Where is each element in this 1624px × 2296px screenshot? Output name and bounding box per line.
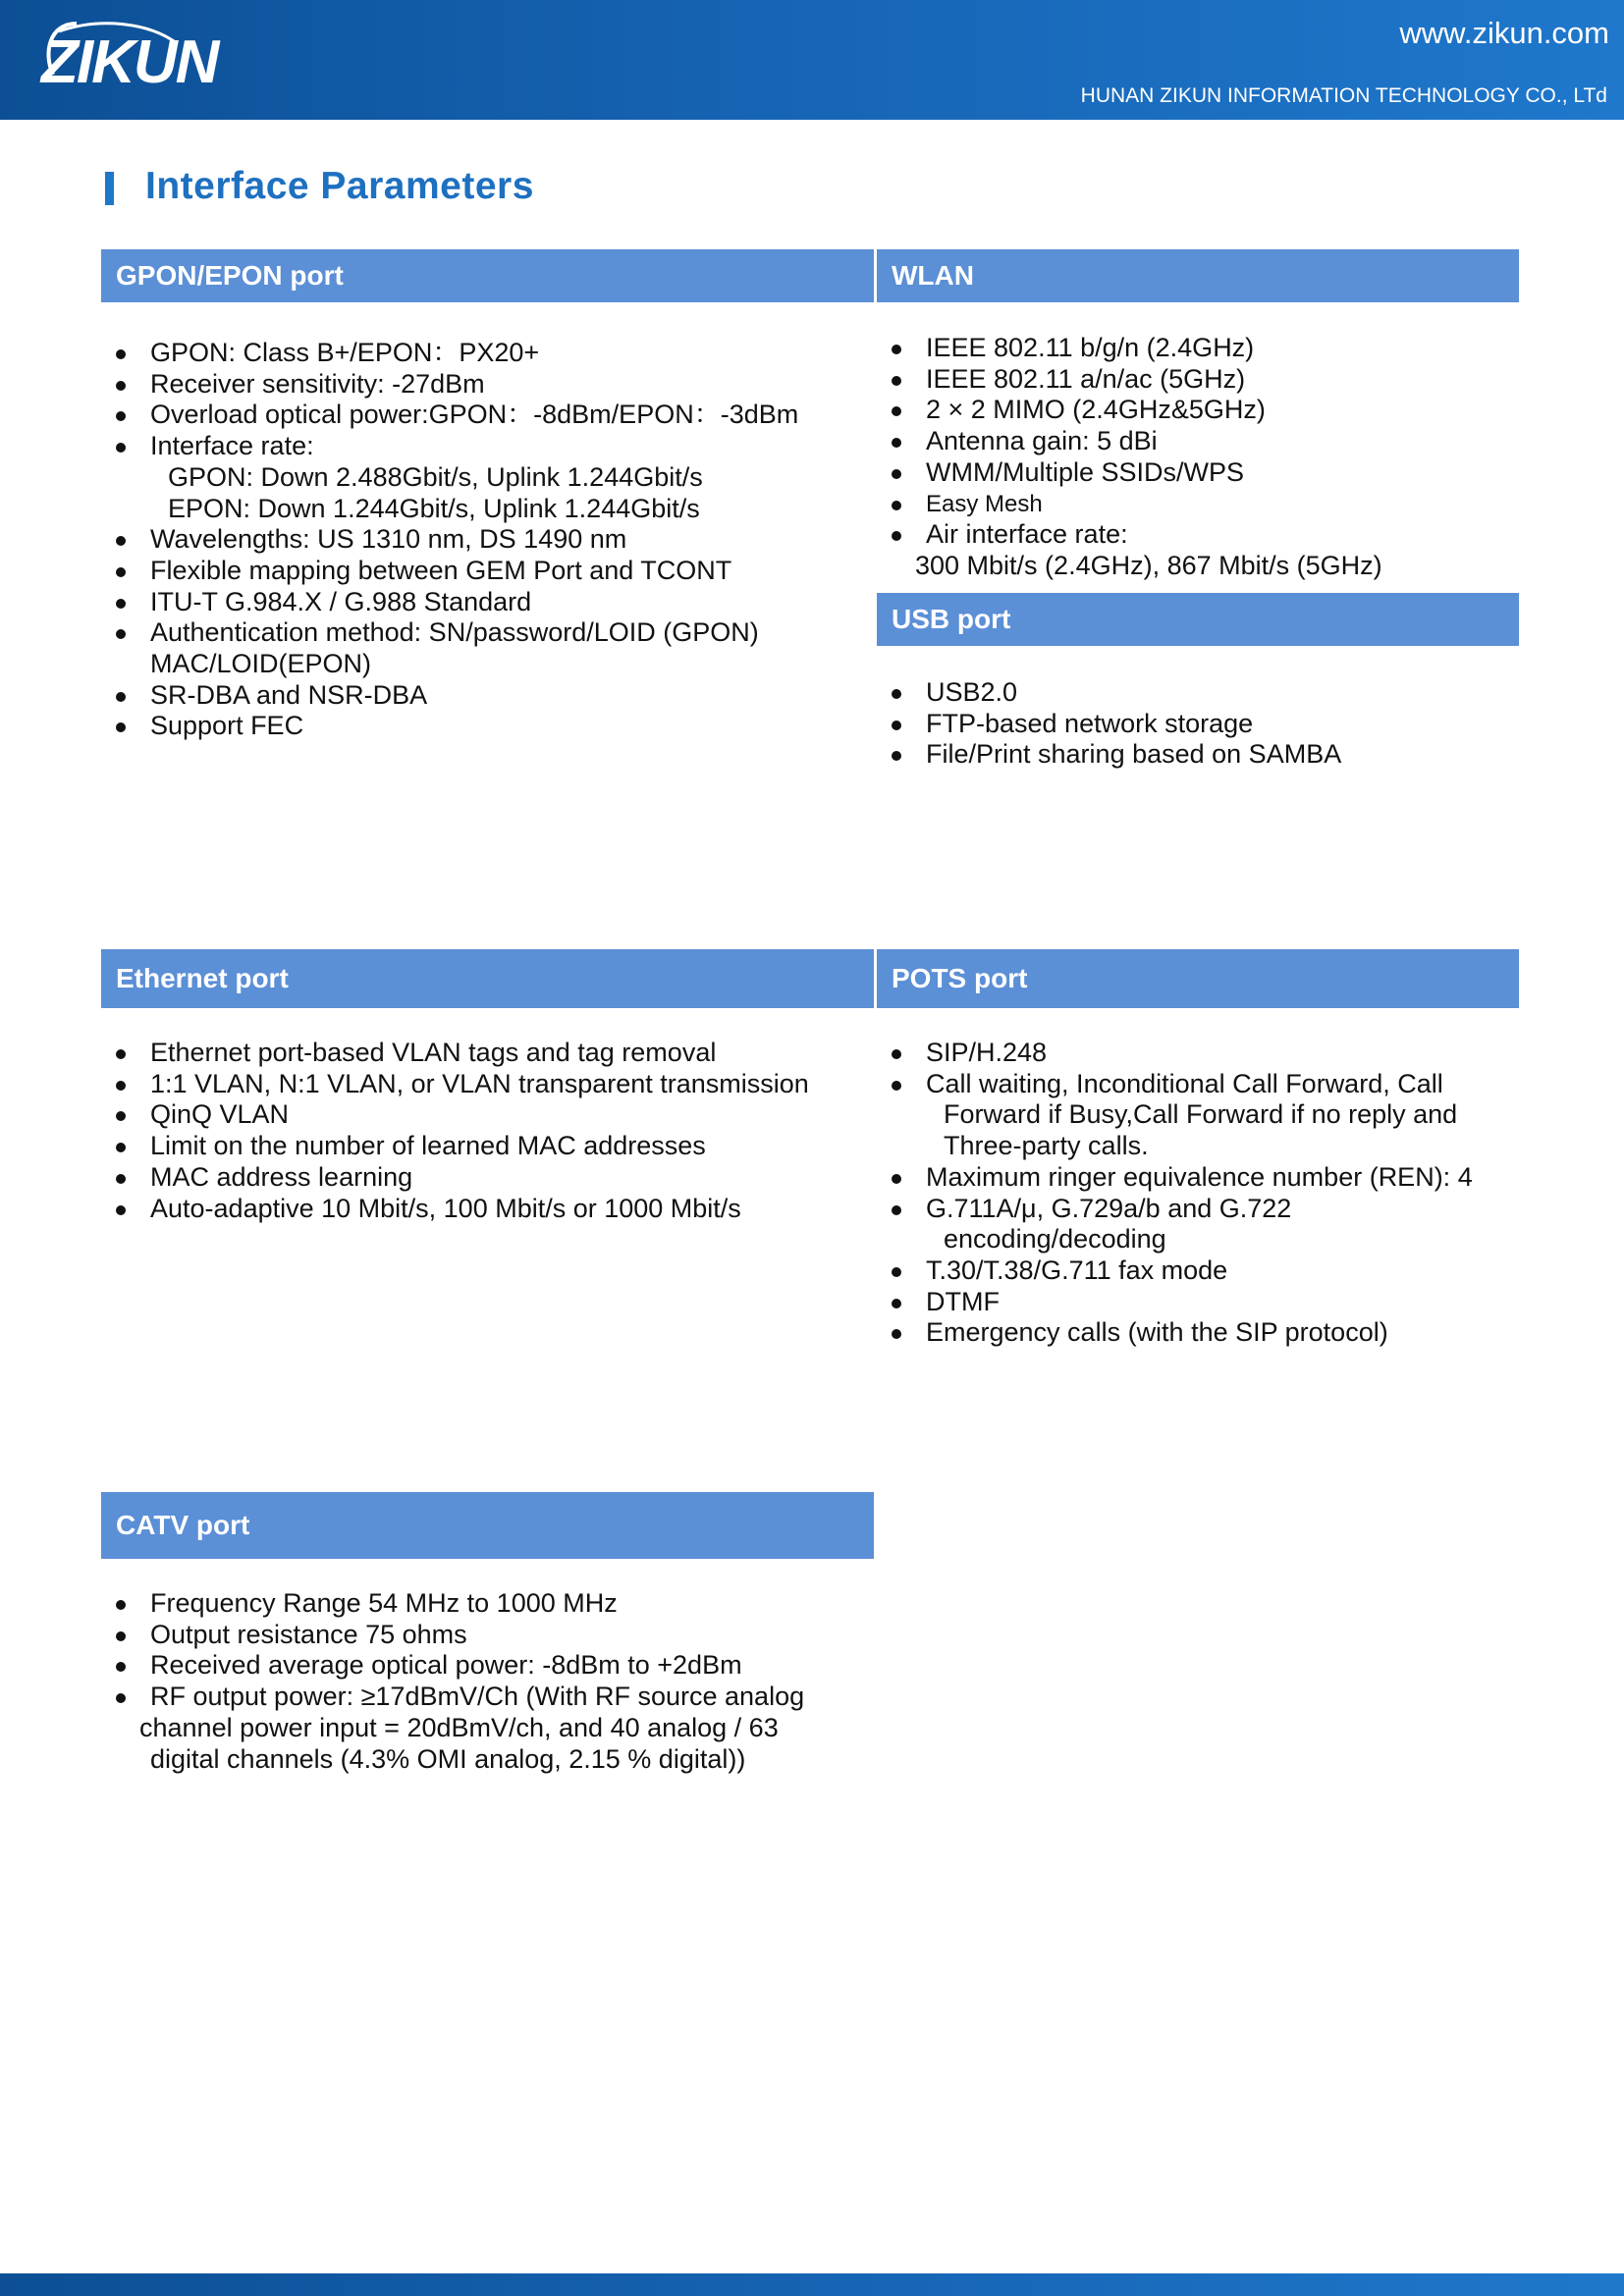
list-item: Call waiting, Inconditional Call Forward, Call: [889, 1069, 1473, 1100]
list-item: FTP-based network storage: [889, 709, 1341, 740]
section-header-catv: CATV port: [101, 1492, 874, 1559]
section-header-usb: USB port: [877, 593, 1519, 646]
list-item: Wavelengths: US 1310 nm, DS 1490 nm: [113, 524, 798, 556]
usb-spec-list: [889, 677, 1341, 771]
list-item: GPON: Class B+/EPON：PX20+: [113, 338, 798, 369]
list-item: Easy Mesh: [889, 489, 1382, 520]
list-item: RF output power: ≥17dBmV/Ch (With RF source analog: [113, 1682, 804, 1713]
website-url[interactable]: www.zikun.com: [1399, 16, 1609, 50]
list-item: USB2.0: [889, 677, 1341, 709]
list-item: 1:1 VLAN, N:1 VLAN, or VLAN transparent transmission: [113, 1069, 809, 1100]
list-item: WMM/Multiple SSIDs/WPS: [889, 457, 1382, 489]
list-item: IEEE 802.11 b/g/n (2.4GHz): [889, 333, 1382, 364]
list-item: DTMF: [889, 1287, 1473, 1318]
list-item: Frequency Range 54 MHz to 1000 MHz: [113, 1588, 804, 1620]
list-item-continued: MAC/LOID(EPON): [150, 649, 372, 679]
list-item: 2 × 2 MIMO (2.4GHz&5GHz): [889, 395, 1382, 426]
list-item: File/Print sharing based on SAMBA: [889, 739, 1341, 771]
list-item: SR-DBA and NSR-DBA: [113, 680, 798, 712]
list-item: IEEE 802.11 a/n/ac (5GHz): [889, 364, 1382, 396]
footer-band: [0, 2273, 1624, 2296]
section-header-ethernet: Ethernet port: [101, 949, 874, 1008]
list-item: Air interface rate:: [889, 519, 1382, 551]
list-item: Output resistance 75 ohms: [113, 1620, 804, 1651]
section-header-wlan: WLAN: [877, 249, 1519, 302]
ethernet-spec-list: [113, 1038, 809, 1224]
list-item: Support FEC: [113, 711, 798, 742]
list-item: Interface rate:: [113, 431, 798, 462]
list-item-continued: Forward if Busy,Call Forward if no reply and: [944, 1099, 1458, 1130]
list-item: QinQ VLAN: [113, 1099, 809, 1131]
list-item: ITU-T G.984.X / G.988 Standard: [113, 587, 798, 618]
list-item: Antenna gain: 5 dBi: [889, 426, 1382, 457]
catv-spec-list: [113, 1588, 804, 1775]
list-item: SIP/H.248: [889, 1038, 1473, 1069]
list-item-continued: encoding/decoding: [944, 1224, 1166, 1255]
title-accent-bar: [105, 172, 114, 205]
list-item-continued: Three-party calls.: [944, 1131, 1149, 1161]
logo-wordmark: ZIKUN: [41, 28, 218, 96]
company-name: HUNAN ZIKUN INFORMATION TECHNOLOGY CO., LTd: [1080, 84, 1607, 107]
list-item: Auto-adaptive 10 Mbit/s, 100 Mbit/s or 1000 Mbit/s: [113, 1194, 809, 1225]
list-item: Authentication method: SN/password/LOID (GPON): [113, 617, 798, 649]
wlan-spec-list: [889, 333, 1382, 582]
list-item-continued: EPON: Down 1.244Gbit/s, Uplink 1.244Gbit/s: [168, 493, 700, 523]
list-item: Flexible mapping between GEM Port and TCONT: [113, 556, 798, 587]
header-banner: [0, 0, 1624, 120]
list-item: Maximum ringer equivalence number (REN): 4: [889, 1162, 1473, 1194]
list-item: Ethernet port-based VLAN tags and tag removal: [113, 1038, 809, 1069]
list-item-continued: GPON: Down 2.488Gbit/s, Uplink 1.244Gbit/s: [168, 461, 703, 492]
list-item-continued: digital channels (4.3% OMI analog, 2.15 % digital)): [150, 1743, 746, 1774]
gpon-spec-list: [113, 338, 798, 742]
list-item: MAC address learning: [113, 1162, 809, 1194]
page-title: Interface Parameters: [145, 165, 534, 207]
section-header-pots: POTS port: [877, 949, 1519, 1008]
section-header-gpon: GPON/EPON port: [101, 249, 874, 302]
list-item: Limit on the number of learned MAC addresses: [113, 1131, 809, 1162]
list-item: Overload optical power:GPON：-8dBm/EPON：-3dBm: [113, 400, 798, 431]
list-item: G.711A/μ, G.729a/b and G.722: [889, 1194, 1473, 1225]
list-item: T.30/T.38/G.711 fax mode: [889, 1255, 1473, 1287]
pots-spec-list: [889, 1038, 1473, 1349]
list-item-continued: channel power input = 20dBmV/ch, and 40 analog / 63: [139, 1712, 779, 1742]
list-item: Receiver sensitivity: -27dBm: [113, 369, 798, 400]
list-item: Emergency calls (with the SIP protocol): [889, 1317, 1473, 1349]
list-item-continued: 300 Mbit/s (2.4GHz), 867 Mbit/s (5GHz): [915, 550, 1382, 580]
list-item: Received average optical power: -8dBm to +2dBm: [113, 1650, 804, 1682]
